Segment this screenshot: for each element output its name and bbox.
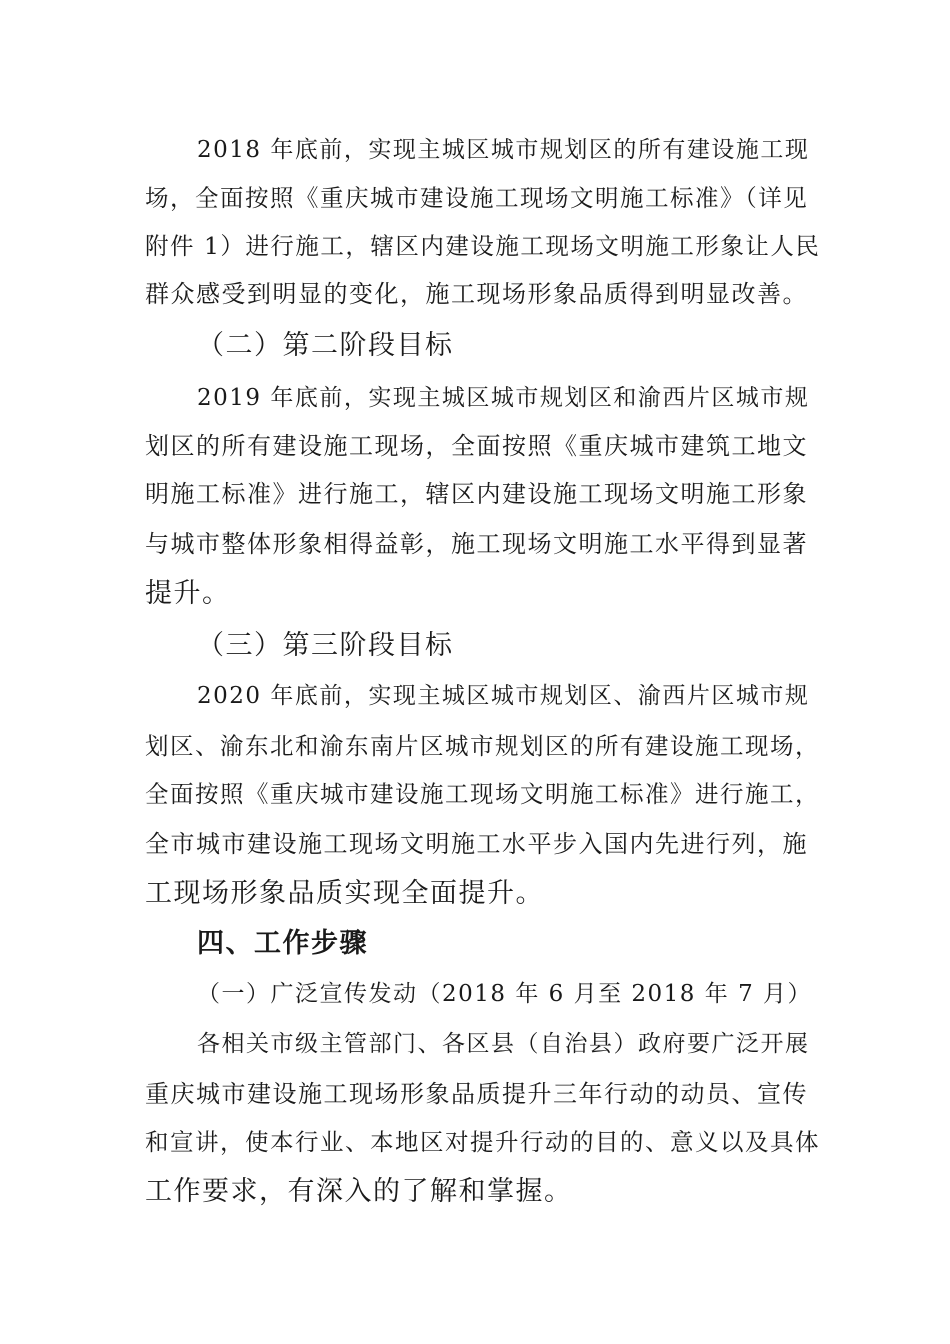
heading-stage3: （三）第三阶段目标 [197,630,454,661]
paragraph-step1-line: 和宣讲，使本行业、本地区对提升行动的目的、意义以及具体 [145,1128,820,1156]
paragraph-stage1-line: 附件 1）进行施工，辖区内建设施工现场文明施工形象让人民 [145,232,821,260]
section-heading-work-steps: 四、工作步骤 [197,928,368,959]
paragraph-stage3-line: 划区、渝东北和渝东南片区城市规划区的所有建设施工现场， [145,732,820,760]
paragraph-stage2-line: 2019 年底前，实现主城区城市规划区和渝西片区城市规 [197,385,810,411]
heading-step1: （一）广泛宣传发动（2018 年 6 月至 2018 年 7 月） [197,981,813,1007]
paragraph-stage1-line: 群众感受到明显的变化，施工现场形象品质得到明显改善。 [145,280,808,308]
paragraph-step1-line: 重庆城市建设施工现场形象品质提升三年行动的动员、宣传 [145,1080,808,1108]
paragraph-stage2-line: 明施工标准》进行施工，辖区内建设施工现场文明施工形象 [145,480,808,508]
heading-stage2: （二）第二阶段目标 [197,330,454,361]
paragraph-stage3-line: 工现场形象品质实现全面提升。 [145,878,544,909]
paragraph-stage2-line: 与城市整体形象相得益彰，施工现场文明施工水平得到显著 [145,530,808,558]
paragraph-stage3-line: 2020 年底前，实现主城区城市规划区、渝西片区城市规 [197,683,810,709]
paragraph-stage3-line: 全市城市建设施工现场文明施工水平步入国内先进行列，施 [145,830,808,858]
paragraph-stage3-line: 全面按照《重庆城市建设施工现场文明施工标准》进行施工， [145,780,820,808]
paragraph-step1-line: 各相关市级主管部门、各区县（自治县）政府要广泛开展 [197,1031,810,1057]
paragraph-step1-line: 工作要求，有深入的了解和掌握。 [145,1176,573,1207]
paragraph-stage2-line: 提升。 [145,578,231,609]
paragraph-stage2-line: 划区的所有建设施工现场，全面按照《重庆城市建筑工地文 [145,432,808,460]
paragraph-stage1-line: 2018 年底前，实现主城区城市规划区的所有建设施工现 [197,137,810,163]
paragraph-stage1-line: 场，全面按照《重庆城市建设施工现场文明施工标准》（详见 [145,184,809,212]
